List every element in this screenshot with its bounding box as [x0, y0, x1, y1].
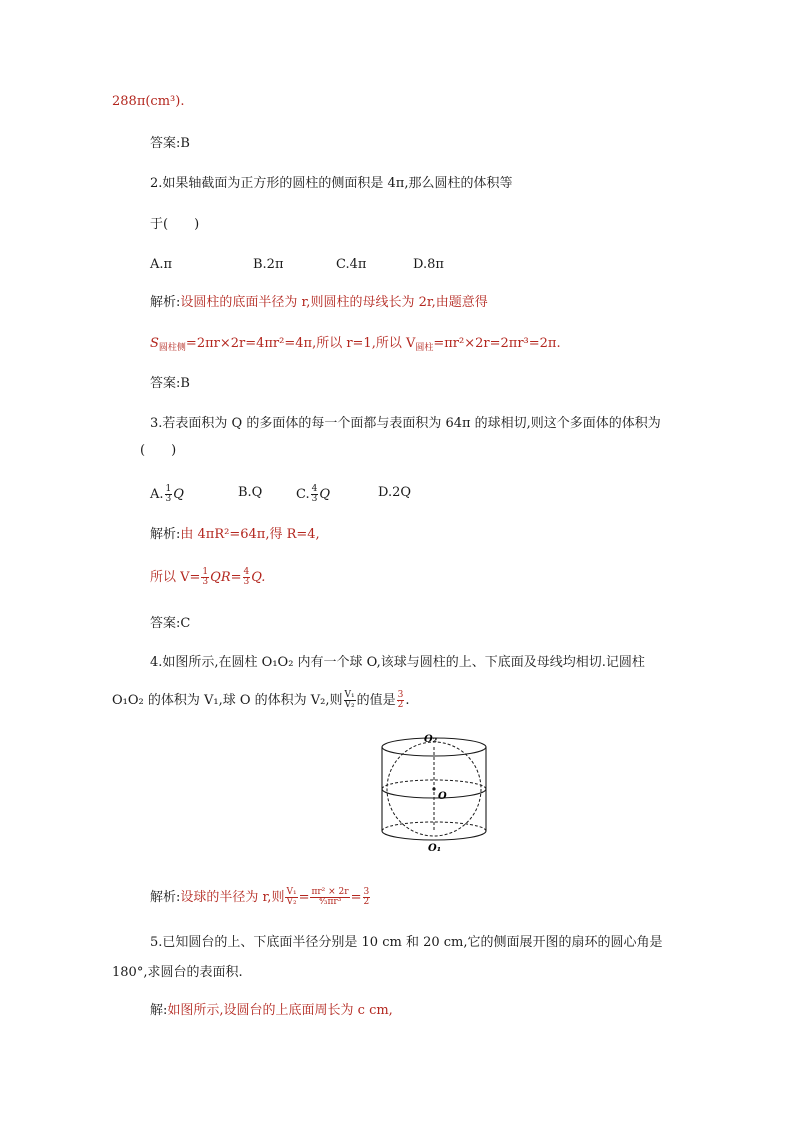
- q2-option-a: A.π: [150, 257, 173, 272]
- q5-solution-text1: 如图所示,设圆台的上底面周长为 c cm,: [167, 1003, 393, 1018]
- q3-option-d: D.2Q: [378, 485, 412, 500]
- q4-stem-line2: [112, 691, 410, 710]
- fraction-denominator: 3: [202, 577, 209, 587]
- q4-stem-pre: O₁O₂ 的体积为 V₁,球 O 的体积为 V₂,则: [112, 693, 343, 708]
- sphere-center-point: [432, 787, 435, 790]
- q3-analysis-line2: [150, 568, 265, 587]
- q4-stem-mid: 的值是: [356, 693, 396, 708]
- q4-stem-answer: [397, 691, 405, 710]
- fraction-denominator: 2: [397, 700, 404, 710]
- q2-stem-line1: 2.如果轴截面为正方形的圆柱的侧面积是 4π,那么圆柱的体积等: [150, 176, 513, 191]
- fraction-denominator: 3: [311, 494, 318, 504]
- q3-analysis-label: 解析:: [150, 527, 181, 542]
- fraction-numerator: 1: [202, 567, 209, 577]
- q4-analysis-result: [363, 888, 371, 907]
- q3-option-c-prefix: C.: [296, 487, 310, 502]
- q2-analysis-s-sub: 圆柱侧: [158, 343, 186, 353]
- q3-answer: 答案:C: [150, 616, 191, 631]
- q3-analysis-end: Q.: [251, 570, 266, 585]
- q3-analysis-fraction2: [243, 568, 251, 587]
- q4-analysis-line: [150, 888, 371, 907]
- cylinder-sphere-figure: [378, 727, 490, 857]
- q3-option-a-suffix: Q: [173, 487, 184, 502]
- q3-analysis-mid: QR=: [210, 570, 242, 585]
- q4-stem-line1: 4.如图所示,在圆柱 O₁O₂ 内有一个球 O,该球与圆柱的上、下底面及母线均相切.记圆柱: [150, 655, 645, 670]
- q2-analysis-s: S: [150, 336, 159, 351]
- q2-analysis-text1: 设圆柱的底面半径为 r,则圆柱的母线长为 2r,由题意得: [180, 295, 488, 310]
- q2-option-b: B.2π: [253, 257, 284, 272]
- q2-analysis-v-sub: 圆柱: [415, 343, 434, 353]
- q2-analysis-line1: [150, 295, 488, 311]
- q2-answer: 答案:B: [150, 376, 190, 391]
- fraction-numerator: 4: [311, 484, 318, 494]
- q3-analysis-text1: 由 4πR²=64π,得 R=4,: [180, 527, 320, 542]
- q2-option-d: D.8π: [413, 257, 444, 272]
- q3-option-c-fraction: [311, 485, 319, 504]
- cylinder-bottom-front: [382, 831, 486, 840]
- q3-analysis-line1: [150, 527, 320, 543]
- q2-analysis-label: 解析:: [150, 295, 181, 310]
- q3-stem-line2: ( ): [140, 443, 177, 458]
- label-o: O: [438, 791, 447, 802]
- fraction-numerator: 3: [363, 887, 370, 897]
- q3-option-c: [296, 485, 330, 504]
- fraction-denominator: V₂: [344, 700, 355, 710]
- fraction-denominator: 2: [363, 897, 370, 907]
- q5-stem-line1: 5.已知圆台的上、下底面半径分别是 10 cm 和 20 cm,它的侧面展开图的扇环的圆心角是: [150, 935, 663, 950]
- q4-analysis-label: 解析:: [150, 890, 181, 905]
- label-o2: O₂: [424, 734, 438, 745]
- q3-analysis-fraction1: [201, 568, 209, 587]
- q2-analysis-mid: =2πr×2r=4πr²=4π,所以 r=1,所以 V: [185, 336, 416, 351]
- fraction-numerator: V₁: [344, 690, 355, 700]
- q2-analysis-end: =πr²×2r=2πr³=2π.: [433, 336, 561, 351]
- q3-analysis-pre: 所以 V=: [150, 570, 201, 585]
- fraction-numerator: 4: [243, 567, 250, 577]
- q5-solution-label: 解:: [150, 1003, 168, 1018]
- q4-stem-end: .: [405, 693, 410, 708]
- q4-analysis-pre: 设球的半径为 r,则: [180, 890, 285, 905]
- q3-option-b: B.Q: [238, 485, 263, 500]
- q4-analysis-ratio: [285, 888, 297, 907]
- q3-stem-line1: 3.若表面积为 Q 的多面体的每一个面都与表面积为 64π 的球相切,则这个多面体的体积为: [150, 416, 661, 431]
- q3-option-a-fraction: [165, 485, 173, 504]
- q4-analysis-expr: [310, 888, 349, 907]
- fraction-numerator: 3: [397, 690, 404, 700]
- fraction-numerator: V₁: [286, 887, 297, 897]
- previous-result: 288π(cm³).: [112, 94, 185, 109]
- q5-solution-line1: [150, 1003, 393, 1019]
- label-o1: O₁: [428, 843, 442, 854]
- equals-sign: =: [298, 890, 310, 905]
- q2-analysis-line2: [150, 336, 561, 356]
- q3-option-c-suffix: Q: [319, 487, 331, 502]
- q3-option-a-prefix: A.: [150, 487, 164, 502]
- fraction-denominator: ⁴⁄₃πr³: [318, 897, 342, 907]
- q1-answer: 答案:B: [150, 136, 190, 151]
- fraction-denominator: V₂: [286, 897, 297, 907]
- fraction-denominator: 3: [165, 494, 172, 504]
- q3-option-a: [150, 485, 184, 504]
- q2-stem-line2: 于( ): [150, 217, 200, 232]
- fraction-numerator: 1: [165, 484, 172, 494]
- q2-option-c: C.4π: [336, 257, 367, 272]
- fraction-denominator: 3: [243, 577, 250, 587]
- fraction-numerator: πr² × 2r: [311, 887, 349, 897]
- q5-stem-line2: 180°,求圆台的表面积.: [112, 965, 243, 980]
- q4-stem-ratio: [344, 691, 356, 710]
- equals-sign: =: [350, 890, 362, 905]
